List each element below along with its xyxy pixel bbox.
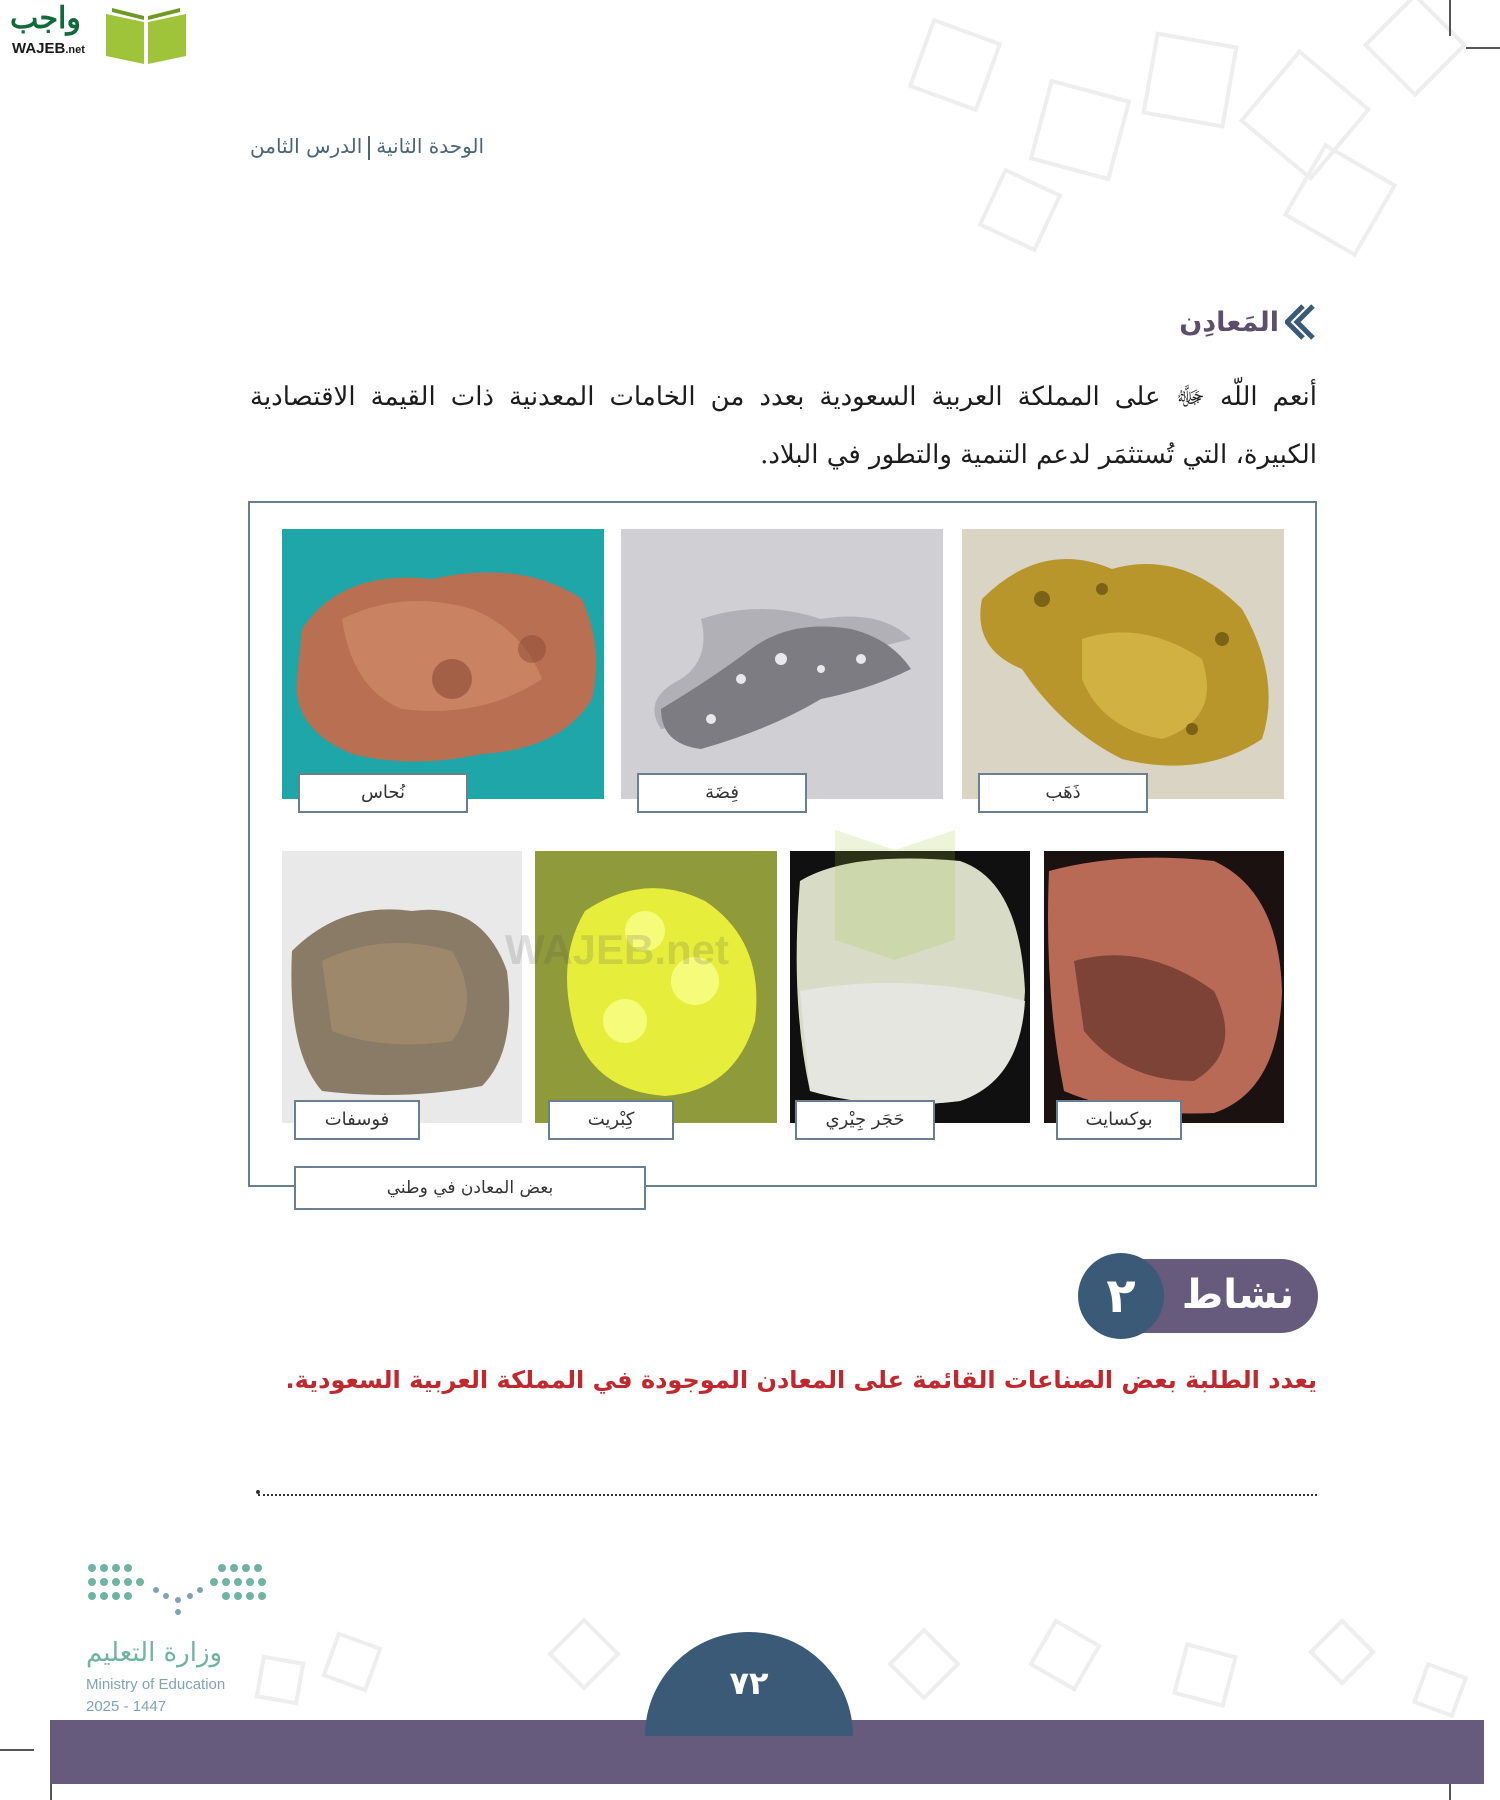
silver-caption: فِضَة	[637, 773, 807, 813]
ministry-year: 2025 - 1447	[86, 1698, 167, 1715]
header-divider	[368, 136, 370, 160]
logo-book-icon	[104, 4, 188, 66]
figure-caption: بعض المعادن في وطني	[294, 1166, 646, 1210]
silver-ore-photo	[621, 529, 943, 799]
sulfur-caption: كِبْريت	[548, 1100, 674, 1140]
copper-nugget-photo	[282, 529, 604, 799]
activity-number: ٢	[1078, 1253, 1164, 1339]
phosphate-photo	[282, 851, 522, 1123]
running-header	[250, 134, 550, 160]
activity-label: نشاط	[1118, 1259, 1318, 1333]
answer-line[interactable]	[258, 1486, 1317, 1496]
copper-photo	[282, 529, 604, 799]
watermark	[505, 820, 1005, 990]
crop-mark	[0, 1749, 34, 1751]
ministry-name-arabic: وزارة التعليم	[86, 1638, 223, 1668]
logo-arabic: واجب	[10, 2, 81, 35]
page-number: ٧٢	[729, 1664, 769, 1702]
background-pattern	[880, 0, 1500, 280]
gold-nugget-photo	[962, 529, 1284, 799]
crop-mark	[1466, 47, 1500, 49]
ministry-logo-icon	[86, 1560, 272, 1620]
bauxite-caption: بوكسايت	[1056, 1100, 1182, 1140]
silver-photo	[621, 529, 943, 799]
lesson-label: الدرس الثامن	[250, 134, 363, 158]
bauxite-rock-photo	[1044, 851, 1284, 1123]
section-title: المَعادِن	[1179, 306, 1279, 338]
limestone-caption: حَجَر جِيْري	[795, 1100, 935, 1140]
logo-latin: WAJEB.net	[12, 40, 85, 57]
gold-caption: ذَهَب	[978, 773, 1148, 813]
intro-paragraph: أنعم اللّه ﷻ على المملكة العربية السعودية بعدد من الخامات المعدنية ذات القيمة الاقتصادية الكبيرة، التي تُستثمَر لدعم التنمية والتطور في البلاد.	[250, 382, 1317, 470]
activity-task: يعدد الطلبة بعض الصناعات القائمة على المعادن الموجودة في المملكة العربية السعودية.	[285, 1366, 1317, 1394]
activity-badge	[1078, 1253, 1318, 1339]
copper-caption: نُحاس	[298, 773, 468, 813]
section-heading	[1179, 304, 1315, 340]
phosphate-rock-photo	[282, 851, 522, 1123]
watermark-text: WAJEB.net	[505, 926, 730, 973]
phosphate-caption: فوسفات	[294, 1100, 420, 1140]
answer-line-bullet	[256, 1490, 260, 1494]
double-chevron-icon	[1285, 304, 1315, 340]
bauxite-photo	[1044, 851, 1284, 1123]
unit-label: الوحدة الثانية	[376, 134, 485, 158]
crop-mark	[1449, 0, 1451, 36]
ministry-name-english: Ministry of Education	[86, 1676, 226, 1693]
gold-photo	[962, 529, 1284, 799]
